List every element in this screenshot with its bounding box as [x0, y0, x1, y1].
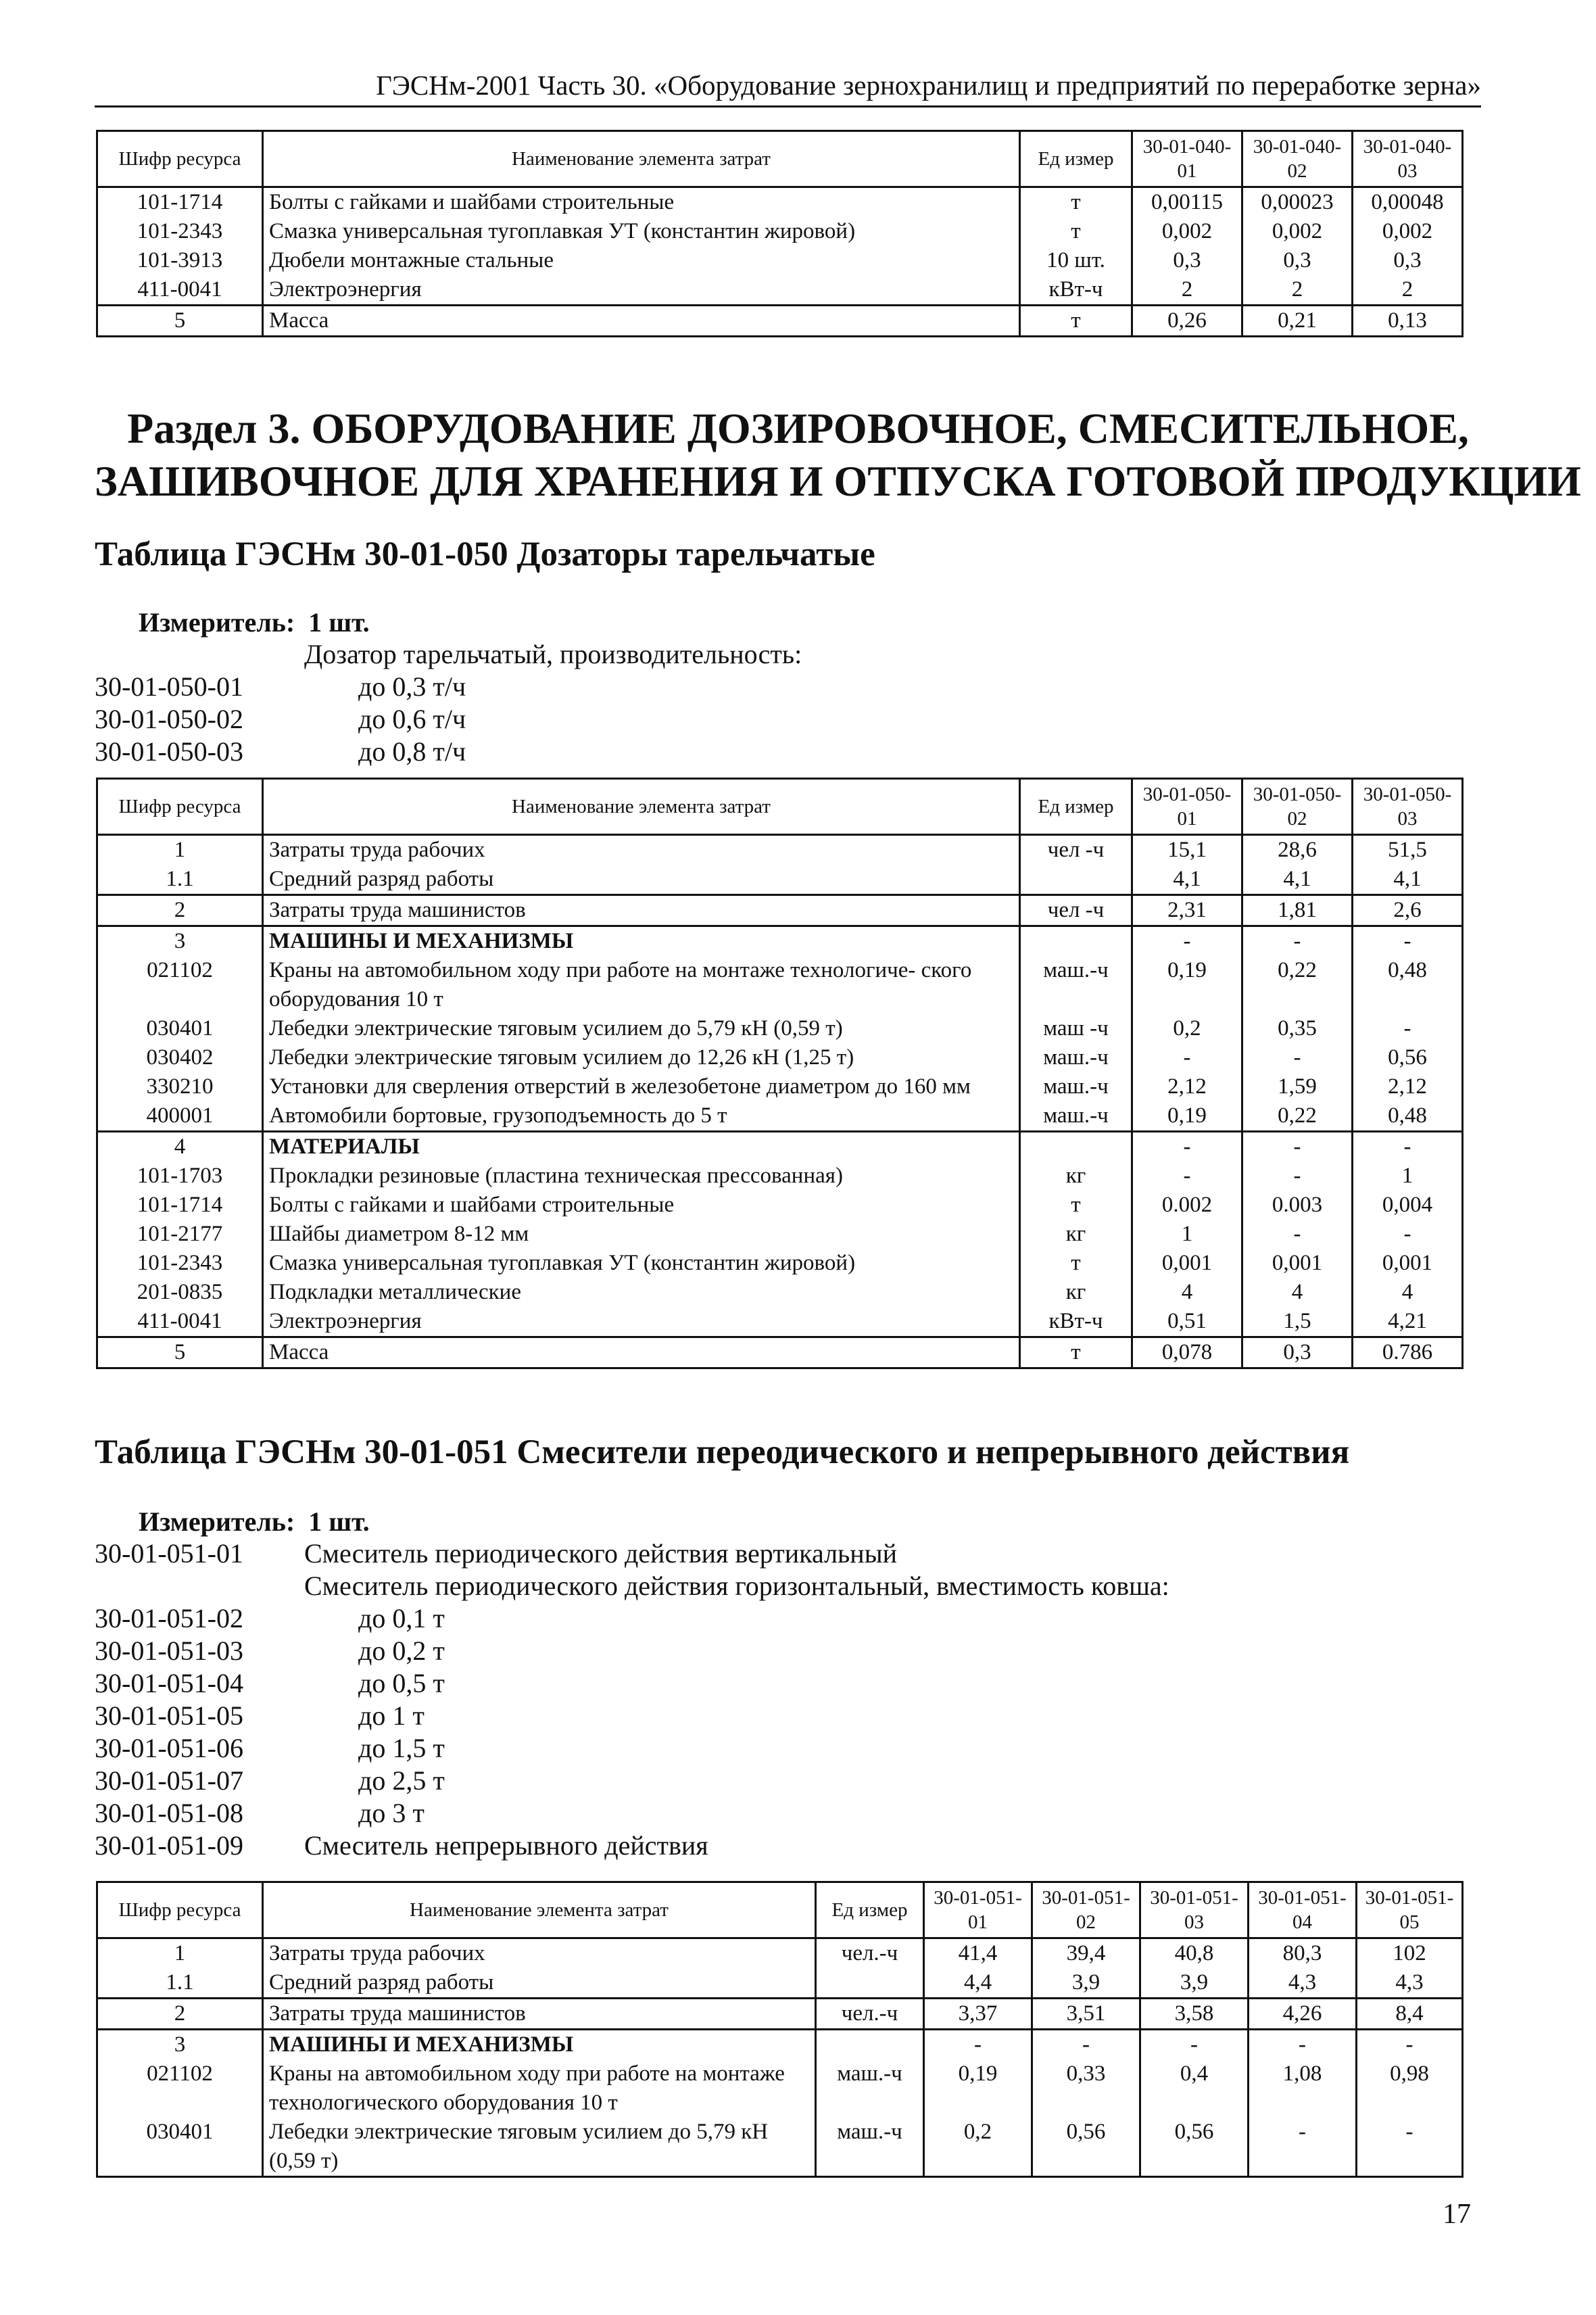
col-header-name: Наименование элемента затрат [263, 1882, 816, 1938]
row-code: 101-3913 [97, 246, 263, 275]
table-row [97, 1043, 1463, 1072]
spec-code: 30-01-050-03 [95, 736, 243, 767]
row-name: Затраты труда машинистов [263, 1999, 816, 2030]
section-3-title-line2: ЗАШИВОЧНОЕ ДЛЯ ХРАНЕНИЯ И ОТПУСКА ГОТОВОЙ ПРОДУКЦИИ [95, 457, 1581, 505]
row-value: 0,001 [1353, 1249, 1463, 1278]
table-row [97, 1968, 1463, 1999]
table-row [97, 246, 1463, 275]
row-value: 0,56 [1140, 2118, 1249, 2177]
section-3-title-line1: Раздел 3. ОБОРУДОВАНИЕ ДОЗИРОВОЧНОЕ, СМЕСИТЕЛЬНОЕ, [127, 404, 1469, 452]
row-unit: кг [1020, 1162, 1132, 1191]
row-name: Средний разряд работы [263, 865, 1020, 895]
row-unit: чел -ч [1020, 895, 1132, 926]
col-header-040-02: 30-01-040-02 [1242, 131, 1353, 187]
spec-code: 30-01-050-02 [95, 704, 243, 734]
row-value: 40,8 [1140, 1938, 1249, 1969]
row-value: 2 [1242, 275, 1353, 306]
row-name: Установки для сверления отверстий в железобетоне диаметром до 160 мм [263, 1072, 1020, 1101]
running-header: ГЭСНм-2001 Часть 30. «Оборудование зернохранилищ и предприятий по переработке зерна» [376, 70, 1481, 101]
table-row [97, 926, 1463, 957]
spec-text: до 1,5 т [358, 1733, 445, 1763]
row-code: 1.1 [97, 1968, 263, 1999]
table-body [97, 187, 1463, 337]
spec-code: 30-01-051-07 [95, 1765, 243, 1796]
row-value: - [1353, 1220, 1463, 1249]
spec-text: до 0,2 т [358, 1636, 445, 1666]
row-code: 030402 [97, 1043, 263, 1072]
row-value: 0.786 [1353, 1337, 1463, 1368]
row-code: 400001 [97, 1101, 263, 1132]
row-name: Автомобили бортовые, грузоподъемность до 5 т [263, 1101, 1020, 1132]
table-30-01-051 [96, 1881, 1464, 2178]
col-header-unit: Ед измер [1020, 131, 1132, 187]
row-value: 4,21 [1353, 1307, 1463, 1337]
row-code: 411-0041 [97, 275, 263, 306]
row-value: 2,12 [1353, 1072, 1463, 1101]
row-value: 1,59 [1242, 1072, 1353, 1101]
row-code: 201-0835 [97, 1278, 263, 1307]
row-value: 2 [1132, 275, 1242, 306]
row-code: 411-0041 [97, 1307, 263, 1337]
table-row [97, 1072, 1463, 1101]
col-header-051-05: 30-01-051-05 [1357, 1882, 1463, 1938]
row-name: Смазка универсальная тугоплавкая УТ (константин жировой) [263, 1249, 1020, 1278]
row-unit [1020, 1132, 1132, 1162]
row-value: - [1242, 1220, 1353, 1249]
row-value: 0,13 [1353, 306, 1463, 337]
row-unit: чел.-ч [816, 1938, 924, 1969]
row-value: - [924, 2030, 1032, 2060]
row-value: 4,1 [1353, 865, 1463, 895]
col-header-code: Шифр ресурса [97, 131, 263, 187]
col-header-050-02: 30-01-050-02 [1242, 779, 1353, 835]
row-code: 101-2177 [97, 1220, 263, 1249]
row-value: 2 [1353, 275, 1463, 306]
row-name: Болты с гайками и шайбами строительные [263, 1191, 1020, 1220]
row-value: 0,98 [1357, 2059, 1463, 2118]
row-value: 1,08 [1249, 2059, 1357, 2118]
col-header-051-03: 30-01-051-03 [1140, 1882, 1249, 1938]
row-code: 101-2343 [97, 1249, 263, 1278]
spec-text: до 0,3 т/ч [358, 671, 466, 702]
col-header-code: Шифр ресурса [97, 779, 263, 835]
row-value: 4,4 [924, 1968, 1032, 1999]
spec-code: 30-01-051-03 [95, 1636, 243, 1666]
row-value: - [1140, 2030, 1249, 2060]
table-row [97, 1132, 1463, 1162]
table-header-row [97, 1882, 1463, 1938]
row-value: 4,1 [1132, 865, 1242, 895]
row-value: 4,3 [1249, 1968, 1357, 1999]
row-value: 15,1 [1132, 835, 1242, 865]
row-value: 3,9 [1032, 1968, 1140, 1999]
row-value: 1,81 [1242, 895, 1353, 926]
col-header-name: Наименование элемента затрат [263, 779, 1020, 835]
row-value: - [1132, 926, 1242, 957]
row-value: 8,4 [1357, 1999, 1463, 2030]
table-051-title: Таблица ГЭСНм 30-01-051 Смесители переодического и непрерывного действия [95, 1433, 1350, 1471]
table-row [97, 1278, 1463, 1307]
row-unit: кВт-ч [1020, 1307, 1132, 1337]
table-row [97, 1162, 1463, 1191]
row-unit: т [1020, 187, 1132, 218]
spec-text: до 1 т [358, 1700, 425, 1731]
spec-text: до 0,8 т/ч [358, 736, 466, 767]
table-row [97, 956, 1463, 1014]
row-name: Лебедки электрические тяговым усилием до 5,79 кН (0,59 т) [263, 2118, 816, 2177]
table-row [97, 895, 1463, 926]
row-value: - [1357, 2030, 1463, 2060]
spec-text: до 0,6 т/ч [358, 704, 466, 734]
table-row [97, 217, 1463, 246]
row-unit: т [1020, 217, 1132, 246]
row-value: 0,3 [1353, 246, 1463, 275]
table-050-title: Таблица ГЭСНм 30-01-050 Дозаторы тарельчатые [95, 535, 875, 573]
row-name: МАШИНЫ И МЕХАНИЗМЫ [263, 2030, 816, 2060]
table-row [97, 275, 1463, 306]
row-code: 330210 [97, 1072, 263, 1101]
row-code: 3 [97, 926, 263, 957]
row-code: 101-1714 [97, 1191, 263, 1220]
row-value: 51,5 [1353, 835, 1463, 865]
row-value: - [1132, 1043, 1242, 1072]
row-unit: чел -ч [1020, 835, 1132, 865]
section-3-title [95, 402, 1581, 508]
col-header-051-01: 30-01-051-01 [924, 1882, 1032, 1938]
row-value: 0,002 [1353, 217, 1463, 246]
row-name: Смазка универсальная тугоплавкая УТ (константин жировой) [263, 217, 1020, 246]
header-rule [95, 105, 1481, 108]
row-value: 0,19 [1132, 956, 1242, 1014]
row-value: 2,6 [1353, 895, 1463, 926]
row-name: Лебедки электрические тяговым усилием до 12,26 кН (1,25 т) [263, 1043, 1020, 1072]
row-name: Затраты труда машинистов [263, 895, 1020, 926]
col-header-051-04: 30-01-051-04 [1249, 1882, 1357, 1938]
table-row [97, 2118, 1463, 2177]
table-051-meter [139, 1506, 383, 1537]
table-row [97, 1014, 1463, 1043]
row-value: 102 [1357, 1938, 1463, 1969]
spec-code: 30-01-051-08 [95, 1798, 243, 1828]
row-value: 0,3 [1242, 1337, 1353, 1368]
row-value: 4,26 [1249, 1999, 1357, 2030]
table-row [97, 1249, 1463, 1278]
row-value: 1,5 [1242, 1307, 1353, 1337]
spec-text: до 3 т [358, 1798, 425, 1828]
row-name: Шайбы диаметром 8-12 мм [263, 1220, 1020, 1249]
row-value: 0,48 [1353, 1101, 1463, 1132]
row-value: - [1249, 2118, 1357, 2177]
row-value: - [1242, 926, 1353, 957]
row-unit: маш.-ч [816, 2118, 924, 2177]
table-row [97, 2059, 1463, 2118]
row-value: 4,1 [1242, 865, 1353, 895]
row-code: 5 [97, 1337, 263, 1368]
table-050-intro: Дозатор тарельчатый, производительность: [304, 639, 802, 669]
row-value: 0,22 [1242, 956, 1353, 1014]
row-value: - [1032, 2030, 1140, 2060]
row-value: 1 [1353, 1162, 1463, 1191]
col-header-050-01: 30-01-050-01 [1132, 779, 1242, 835]
row-value: 0,22 [1242, 1101, 1353, 1132]
col-header-unit: Ед измер [1020, 779, 1132, 835]
row-name: Прокладки резиновые (пластина техническая прессованная) [263, 1162, 1020, 1191]
row-name: Масса [263, 306, 1020, 337]
row-name: Средний разряд работы [263, 1968, 816, 1999]
row-value: 2,12 [1132, 1072, 1242, 1101]
row-value: 2,31 [1132, 895, 1242, 926]
row-value: 39,4 [1032, 1938, 1140, 1969]
table-row [97, 1191, 1463, 1220]
row-code: 1.1 [97, 865, 263, 895]
row-unit: маш.-ч [1020, 1101, 1132, 1132]
row-value: 0,3 [1132, 246, 1242, 275]
table-row [97, 1307, 1463, 1337]
col-header-name: Наименование элемента затрат [263, 131, 1020, 187]
row-value: 4,3 [1357, 1968, 1463, 1999]
row-unit: кВт-ч [1020, 275, 1132, 306]
col-header-040-01: 30-01-040-01 [1132, 131, 1242, 187]
row-name: Болты с гайками и шайбами строительные [263, 187, 1020, 218]
row-value: 3,51 [1032, 1999, 1140, 2030]
row-value: - [1353, 1014, 1463, 1043]
table-row [97, 1999, 1463, 2030]
spec-code: 30-01-051-05 [95, 1700, 243, 1731]
table-30-01-040 [96, 130, 1464, 337]
spec-text: до 2,5 т [358, 1765, 445, 1796]
table-row [97, 1337, 1463, 1368]
row-value: 4 [1132, 1278, 1242, 1307]
row-value: 0,19 [1132, 1101, 1242, 1132]
row-value: 4 [1353, 1278, 1463, 1307]
row-name: Подкладки металлические [263, 1278, 1020, 1307]
spec-code: 30-01-050-01 [95, 671, 243, 702]
table-body [97, 1938, 1463, 2177]
spec-text: до 0,1 т [358, 1603, 445, 1633]
row-code: 3 [97, 2030, 263, 2060]
row-value: 3,9 [1140, 1968, 1249, 1999]
row-value: 0,51 [1132, 1307, 1242, 1337]
row-value: 4 [1242, 1278, 1353, 1307]
row-value: - [1357, 2118, 1463, 2177]
row-value: 0.002 [1132, 1191, 1242, 1220]
row-unit: т [1020, 1191, 1132, 1220]
row-value: - [1242, 1132, 1353, 1162]
row-unit: маш.-ч [1020, 956, 1132, 1014]
table-row [97, 835, 1463, 865]
table-row [97, 865, 1463, 895]
row-value: 0,4 [1140, 2059, 1249, 2118]
row-value: 0,19 [924, 2059, 1032, 2118]
row-code: 030401 [97, 1014, 263, 1043]
row-value: 0,078 [1132, 1337, 1242, 1368]
row-value: - [1242, 1043, 1353, 1072]
row-value: 3,58 [1140, 1999, 1249, 2030]
row-value: 0,002 [1132, 217, 1242, 246]
row-code: 021102 [97, 956, 263, 1014]
row-code: 101-2343 [97, 217, 263, 246]
row-name: Затраты труда рабочих [263, 835, 1020, 865]
meter-value: 1 шт. [308, 1506, 370, 1537]
table-row [97, 1101, 1463, 1132]
row-name: Электроэнергия [263, 1307, 1020, 1337]
row-name: МАТЕРИАЛЫ [263, 1132, 1020, 1162]
spec-text: Смеситель периодического действия горизонтальный, вместимость ковша: [304, 1571, 1169, 1601]
spec-code: 30-01-051-02 [95, 1603, 243, 1633]
row-value: 0,2 [924, 2118, 1032, 2177]
row-unit: 10 шт. [1020, 246, 1132, 275]
row-name: Масса [263, 1337, 1020, 1368]
row-code: 030401 [97, 2118, 263, 2177]
row-unit [816, 1968, 924, 1999]
row-value: 0,21 [1242, 306, 1353, 337]
row-code: 2 [97, 1999, 263, 2030]
row-name: МАШИНЫ И МЕХАНИЗМЫ [263, 926, 1020, 957]
table-row [97, 306, 1463, 337]
table-header-row [97, 131, 1463, 187]
row-value: 0,00048 [1353, 187, 1463, 218]
row-code: 101-1703 [97, 1162, 263, 1191]
row-code: 5 [97, 306, 263, 337]
row-unit: т [1020, 1249, 1132, 1278]
row-value: 0,56 [1353, 1043, 1463, 1072]
spec-code: 30-01-051-04 [95, 1668, 243, 1698]
table-row [97, 187, 1463, 218]
row-name: Лебедки электрические тяговым усилием до 5,79 кН (0,59 т) [263, 1014, 1020, 1043]
row-name: Затраты труда рабочих [263, 1938, 816, 1969]
row-value: 0,001 [1132, 1249, 1242, 1278]
row-value: 0,35 [1242, 1014, 1353, 1043]
meter-label: Измеритель: [139, 1506, 295, 1537]
row-name: Электроэнергия [263, 275, 1020, 306]
row-value: - [1353, 1132, 1463, 1162]
row-value: - [1242, 1162, 1353, 1191]
row-value: 0,00115 [1132, 187, 1242, 218]
row-unit: маш.-ч [1020, 1072, 1132, 1101]
row-value: 1 [1132, 1220, 1242, 1249]
row-value: - [1353, 926, 1463, 957]
col-header-040-03: 30-01-040-03 [1353, 131, 1463, 187]
page-number: 17 [1443, 2199, 1471, 2230]
spec-code: 30-01-051-06 [95, 1733, 243, 1763]
row-code: 1 [97, 1938, 263, 1969]
row-unit: маш.-ч [816, 2059, 924, 2118]
spec-code: 30-01-051-01 [95, 1538, 243, 1569]
row-value: 0,00023 [1242, 187, 1353, 218]
table-header-row [97, 779, 1463, 835]
row-value: 0,26 [1132, 306, 1242, 337]
row-unit: кг [1020, 1220, 1132, 1249]
col-header-code: Шифр ресурса [97, 1882, 263, 1938]
row-value: 0,002 [1242, 217, 1353, 246]
row-value: 0,004 [1353, 1191, 1463, 1220]
table-row [97, 1938, 1463, 1969]
row-value: 80,3 [1249, 1938, 1357, 1969]
row-value: 3,37 [924, 1999, 1032, 2030]
row-unit: маш -ч [1020, 1014, 1132, 1043]
col-header-051-02: 30-01-051-02 [1032, 1882, 1140, 1938]
spec-code: 30-01-051-09 [95, 1830, 243, 1861]
row-code: 4 [97, 1132, 263, 1162]
row-code: 1 [97, 835, 263, 865]
table-30-01-050 [96, 778, 1464, 1369]
col-header-050-03: 30-01-050-03 [1353, 779, 1463, 835]
row-unit [1020, 926, 1132, 957]
col-header-unit: Ед измер [816, 1882, 924, 1938]
row-unit [816, 2030, 924, 2060]
row-value: 0,2 [1132, 1014, 1242, 1043]
row-unit: кг [1020, 1278, 1132, 1307]
row-code: 021102 [97, 2059, 263, 2118]
spec-text: Смеситель непрерывного действия [304, 1830, 708, 1861]
table-row [97, 1220, 1463, 1249]
row-code: 2 [97, 895, 263, 926]
row-value: 0.003 [1242, 1191, 1353, 1220]
row-value: 0,001 [1242, 1249, 1353, 1278]
table-row [97, 2030, 1463, 2060]
row-value: - [1249, 2030, 1357, 2060]
row-name: Дюбели монтажные стальные [263, 246, 1020, 275]
row-value: 0,33 [1032, 2059, 1140, 2118]
meter-label: Измеритель: [139, 607, 295, 638]
spec-text: до 0,5 т [358, 1668, 445, 1698]
row-value: 0,48 [1353, 956, 1463, 1014]
row-value: - [1132, 1132, 1242, 1162]
row-unit: т [1020, 1337, 1132, 1368]
spec-text: Смеситель периодического действия вертикальный [304, 1538, 897, 1569]
row-unit: маш.-ч [1020, 1043, 1132, 1072]
table-050-meter [139, 607, 383, 638]
row-value: - [1132, 1162, 1242, 1191]
row-name: Краны на автомобильном ходу при работе на монтаже технологиче- ского оборудования 10 т [263, 956, 1020, 1014]
row-value: 0,56 [1032, 2118, 1140, 2177]
row-value: 28,6 [1242, 835, 1353, 865]
row-code: 101-1714 [97, 187, 263, 218]
row-value: 0,3 [1242, 246, 1353, 275]
row-unit [1020, 865, 1132, 895]
row-name: Краны на автомобильном ходу при работе на монтаже технологического оборудования 10 т [263, 2059, 816, 2118]
row-unit: т [1020, 306, 1132, 337]
table-body [97, 835, 1463, 1368]
row-value: 41,4 [924, 1938, 1032, 1969]
meter-value: 1 шт. [308, 607, 370, 638]
row-unit: чел.-ч [816, 1999, 924, 2030]
